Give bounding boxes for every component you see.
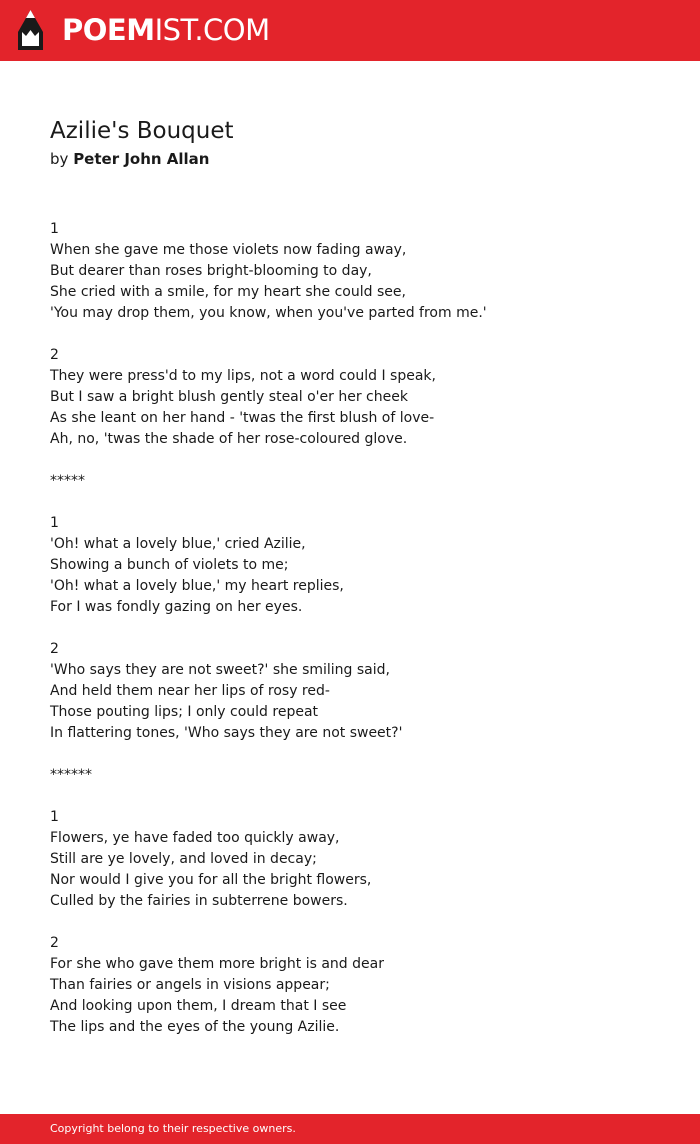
poem-line xyxy=(50,618,670,639)
poem-line: Flowers, ye have faded too quickly away, xyxy=(50,830,340,846)
poem-line: And looking upon them, I dream that I see xyxy=(50,998,347,1014)
poem-line: 2 xyxy=(50,935,59,951)
poem-line: 'You may drop them, you know, when you've parted from me.' xyxy=(50,305,487,321)
poem-line: Showing a bunch of violets to me; xyxy=(50,557,289,573)
poem-line: Nor would I give you for all the bright flowers, xyxy=(50,872,372,888)
poem-line: When she gave me those violets now fading away, xyxy=(50,242,407,258)
poem-line: Still are ye lovely, and loved in decay; xyxy=(50,851,317,867)
poem-line xyxy=(50,492,670,513)
poem-line: 1 xyxy=(50,809,59,825)
poem-line: As she leant on her hand - 'twas the first blush of love- xyxy=(50,410,435,426)
poem-line: But I saw a bright blush gently steal o'er her cheek xyxy=(50,389,408,405)
site-logo[interactable] xyxy=(62,13,270,47)
poem-line xyxy=(50,450,670,471)
poem-title: Azilie's Bouquet xyxy=(50,118,234,144)
poem-line: And held them near her lips of rosy red- xyxy=(50,683,330,699)
poem-author: Peter John Allan xyxy=(73,150,210,168)
poem-body xyxy=(50,219,670,1038)
poem-line: 1 xyxy=(50,221,59,237)
poem-line: Than fairies or angels in visions appear; xyxy=(50,977,330,993)
poem-line xyxy=(50,786,670,807)
poem-line: 'Oh! what a lovely blue,' cried Azilie, xyxy=(50,536,306,552)
poem-line xyxy=(50,324,670,345)
poem-line: 1 xyxy=(50,515,59,531)
copyright-notice: Copyright belong to their respective owners. xyxy=(50,1122,296,1135)
poem-line: 2 xyxy=(50,347,59,363)
logo-text-bold: POEM xyxy=(62,13,155,47)
poem-byline xyxy=(50,149,209,169)
byline-prefix: by xyxy=(50,150,69,168)
poem-line: 2 xyxy=(50,641,59,657)
poem-line xyxy=(50,912,670,933)
poem-line: Culled by the fairies in subterrene bowers. xyxy=(50,893,348,909)
poem-line: The lips and the eyes of the young Azilie. xyxy=(50,1019,340,1035)
poem-line: ***** xyxy=(50,473,85,489)
pencil-logo-icon[interactable] xyxy=(18,10,43,50)
poem-line: But dearer than roses bright-blooming to day, xyxy=(50,263,372,279)
poem-line xyxy=(50,744,670,765)
poem-line: Those pouting lips; I only could repeat xyxy=(50,704,319,720)
site-footer xyxy=(0,1114,700,1144)
poem-line: ****** xyxy=(50,767,92,783)
poem-line: For I was fondly gazing on her eyes. xyxy=(50,599,303,615)
poem-line: 'Who says they are not sweet?' she smiling said, xyxy=(50,662,390,678)
poem-line: For she who gave them more bright is and dear xyxy=(50,956,384,972)
logo-text-light: IST.COM xyxy=(154,13,270,47)
site-header xyxy=(0,0,700,61)
poem-line: They were press'd to my lips, not a word could I speak, xyxy=(50,368,436,384)
poem-line: 'Oh! what a lovely blue,' my heart replies, xyxy=(50,578,344,594)
poem-line: She cried with a smile, for my heart she could see, xyxy=(50,284,406,300)
poem-line: Ah, no, 'twas the shade of her rose-coloured glove. xyxy=(50,431,408,447)
poem-line: In flattering tones, 'Who says they are not sweet?' xyxy=(50,725,403,741)
